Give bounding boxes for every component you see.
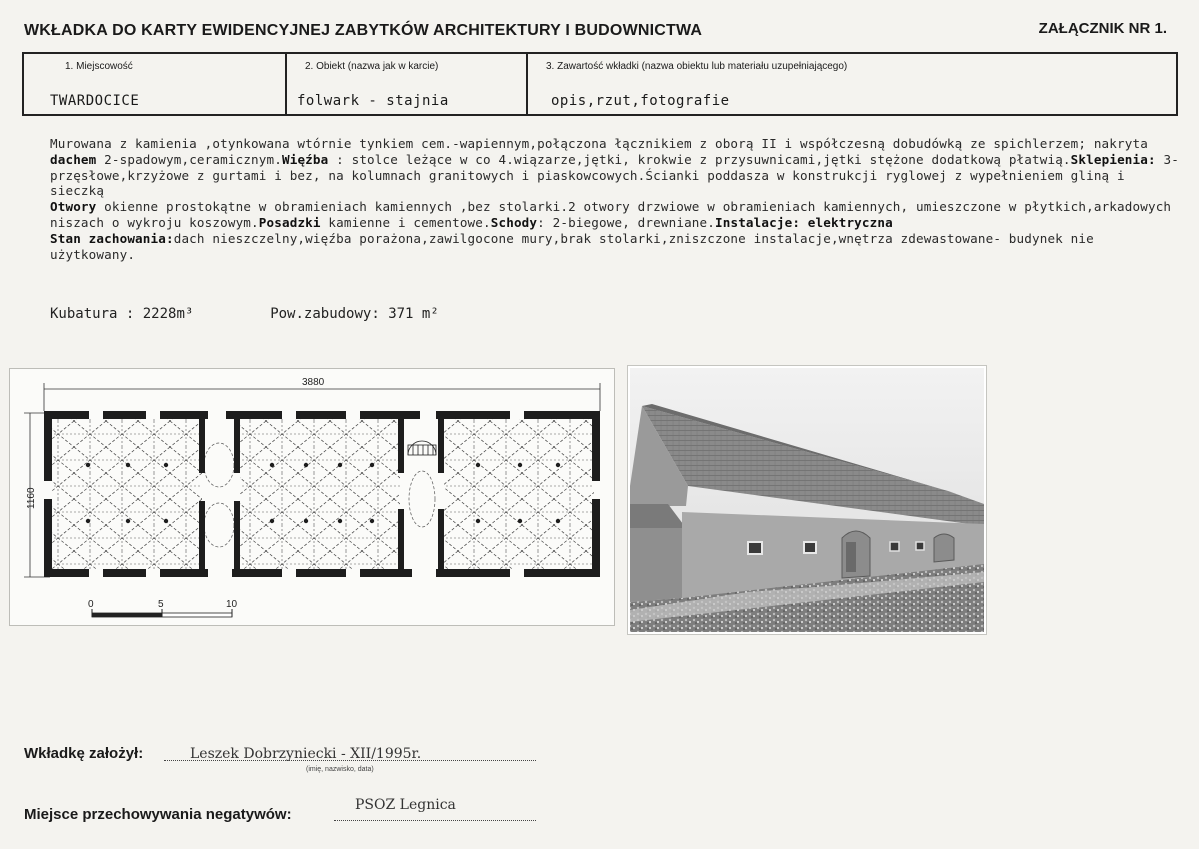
table-right-line [1176, 52, 1178, 116]
keyword-stairs: Schody [490, 214, 538, 230]
keyword-roof: dachem [50, 151, 97, 167]
keyword-installations: Instalacje: elektryczna [715, 214, 893, 230]
plan-height-dimension: 1160 [26, 487, 37, 509]
keyword-vaults: Sklepienia: [1070, 151, 1156, 167]
floor-plan-drawing [10, 369, 614, 625]
stable-photograph [628, 366, 986, 634]
building-photo [627, 365, 987, 635]
negatives-dotted-line [334, 820, 536, 821]
negatives-label: Miejsce przechowywania negatywów: [24, 806, 292, 823]
founder-value: Leszek Dobrzyniecki - XII/1995r. [190, 746, 422, 762]
floor-plan [9, 368, 615, 626]
content-value: opis,rzut,fotografie [551, 93, 730, 109]
annex-number: ZAŁĄCZNIK NR 1. [1038, 20, 1167, 37]
founder-label: Wkładkę założył: [24, 745, 144, 762]
scale-5: 5 [158, 599, 164, 610]
keyword-floors: Posadzki [258, 214, 321, 230]
volume-label: Kubatura : [50, 306, 135, 322]
plan-width-dimension: 3880 [302, 377, 325, 388]
object-value: folwark - stajnia [297, 93, 449, 109]
volume-value: 2228m³ [142, 306, 194, 322]
object-label: 2. Obiekt (nazwa jak w karcie) [305, 61, 439, 72]
table-top-line [22, 52, 1177, 54]
locality-label: 1. Miejscowość [65, 61, 133, 72]
locality-value: TWARDOCICE [50, 93, 140, 109]
building-stats [50, 306, 439, 322]
negatives-value: PSOZ Legnica [355, 797, 456, 813]
content-label: 3. Zawartość wkładki (nazwa obiektu lub materiału uzupełniającego) [546, 61, 848, 72]
table-divider-2 [526, 52, 528, 116]
table-divider-1 [285, 52, 287, 116]
scale-0: 0 [88, 599, 94, 610]
founder-hint: (imię, nazwisko, data) [306, 766, 374, 773]
area-label: Pow.zabudowy: [270, 306, 380, 322]
building-description: Murowana z kamienia ,otynkowana wtórnie tynkiem cem.-wapiennym,połączona łącznikiem z oborą II i współczesną dobudówką ze spichlerzem; nakryta dachem 2-spadowym,ceramicznym.Więźba : stolce leżące w co 4.wiązarze,jętki, krokwie z przysuwnicami,jętki stężone dodatkową płatwią.Sklepienia: 3-przęsłowe,krzyżowe z gurtami i bez, na kolumnach granitowych i piaskowcowych.Ścianki poddasza w konstrukcji ryglowej z wypełnieniem gliną i sieczką Otwory okienne prostokątne w obramieniach kamiennych ,bez stolarki.2 otwory drzwiowe w obramieniach kamiennych, umieszczone w płytkich,arkadowych niszach o wykroju koszowym.Posadzki kamienne i cementowe.Schody: 2-biegowe, drewniane.Instalacje: elektryczna Stan zachowania:dach nieszczelny,więźba porażona,zawilgocone mury,brak stolarki,zniszczone instalacje,wnętrza zdewastowane- budynek nie użytkowany. [50, 136, 1179, 262]
card-title: WKŁADKA DO KARTY EWIDENCYJNEJ ZABYTKÓW ARCHITEKTURY I BUDOWNICTWA [24, 22, 703, 39]
keyword-truss: Więźba [281, 151, 329, 167]
table-bottom-line [22, 114, 1177, 116]
keyword-condition: Stan zachowania: [50, 230, 174, 246]
area-value: 371 m² [388, 306, 439, 322]
keyword-openings: Otwory [50, 199, 97, 215]
scale-10: 10 [226, 599, 238, 610]
scale-bar [88, 599, 238, 617]
table-left-line [22, 52, 24, 116]
